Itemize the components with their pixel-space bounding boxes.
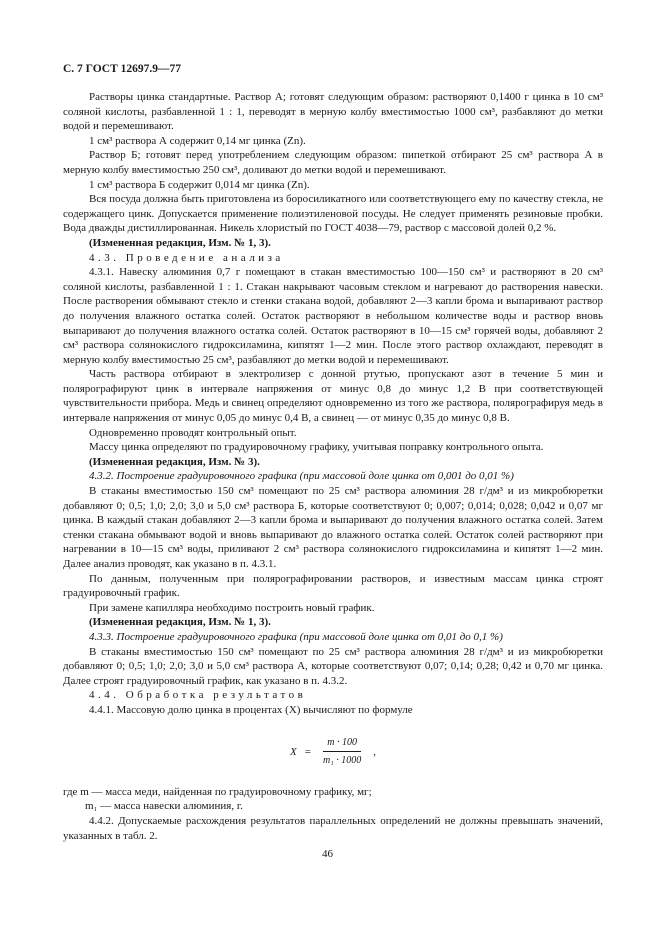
paragraph-solution-b: Раствор Б; готовят перед употреблением следующим образом: пипеткой отбирают 25 см³ раствора А в мерную колбу вместимостью 250 см³, доливают до метки водой и перемешивают. [63, 149, 603, 176]
formula-numerator: m · 100 [323, 736, 361, 753]
revision-note: (Измененная редакция, Изм. № 3). [89, 455, 260, 468]
heading-4-3-3: 4.3.3. Построение градуировочного графика (при массовой доле цинка от 0,01 до 0,1 %) [89, 630, 503, 643]
revision-note: (Измененная редакция, Изм. № 1, 3). [89, 616, 271, 629]
section-heading-results: 4.4. Обработка результатов [89, 689, 307, 702]
formula-lhs: X [290, 745, 297, 758]
paragraph-solution-b-content: 1 см³ раствора Б содержит 0,014 мг цинка (Zn). [89, 178, 310, 191]
paragraph-control-test: Одновременно проводят контрольный опыт. [89, 426, 297, 439]
paragraph-calibration-1: В стаканы вместимостью 150 см³ помещают по 25 см³ раствора алюминия 28 г/дм³ и из микробюретки добавляют 0; 0,5; 1,0; 2,0; 3,0 и 5,0 см³ раствора Б, которые соответствуют 0; 0,007; 0,014; 0,028; 0,042 и 0,07 мг цинка. В каждый стакан добавляют 2—3 капли брома и выпаривают до получения влажного остатка солей. Затем стенки стакана обмывают водой и вновь выпаривают до влажного остатка солей. Остаток солей растворяют при нагревании в 10—15 см³ воды, приливают 2 см³ раствора солянокислого гидроксиламина и кипятят 1—2 мин. Далее анализ проводят, как указано в п. 4.3.1. [63, 485, 603, 570]
formula-fraction [319, 736, 365, 769]
paragraph-4-4-2: 4.4.2. Допускаемые расхождения результатов параллельных определений не должны превышать значений, указанных в табл. 2. [63, 814, 603, 842]
formula-zinc-fraction [63, 736, 603, 769]
paragraph-polarography: Часть раствора отбирают в электролизер с донной ртутью, пропускают азот в течение 5 мин и полярографируют цинк в интервале напряжения от минус 0,8 до минус 1,2 В при соответствующей чувствительности прибора. Медь и свинец определяют одновременно из того же раствора, полярографируя медь в интервале напряжения от минус 0,05 до минус 0,4 В, а свинец — от минус 0,35 до минус 0,8 В. [63, 368, 603, 425]
section-heading-analysis: 4.3. Проведение анализа [89, 251, 284, 264]
paragraph-calibration-graph: По данным, полученным при полярографировании растворов, и известным массам цинка строят градуировочный график. [63, 572, 603, 600]
formula-denominator: m₁ · 1000 [323, 755, 362, 767]
paragraph-4-3-1: 4.3.1. Навеску алюминия 0,7 г помещают в стакан вместимостью 100—150 см³ и растворяют в 20 см³ соляной кислоты, разбавленной 1 : 1. Стакан накрывают часовым стеклом и нагревают до растворения навески. После растворения обмывают стекло и стенки стакана водой, добавляют 2—3 капли брома и выпаривают раствор до получения влажного остатка солей. Остаток растворяют в небольшом количестве воды и раствор вновь выпаривают до получения влажного остатка солей. Остаток растворяют в 10—15 см³ горячей воды, добавляют 2 см³ раствора солянокислого гидроксиламина, кипятят 1—2 мин. После этого раствор охлаждают, переводят в мерную колбу вместимостью 25 см³, разбавляют до метки водой и перемешивают. [63, 266, 603, 366]
paragraph-glassware: Вся посуда должна быть приготовлена из боросиликатного или соответствующего ему по качеству стекла, не содержащего цинк. Допускается применение полиэтиленовой посуды. Не следует применять резиновые пробки. Вода дважды дистиллированная. Никель хлористый по ГОСТ 4038—79, раствор с массовой долей 0,2 %. [63, 193, 603, 235]
document-body [63, 90, 603, 843]
paragraph-4-4-1: 4.4.1. Массовую долю цинка в процентах (X) вычисляют по формуле [89, 703, 413, 716]
formula-equals: = [304, 745, 311, 758]
paragraph-zinc-mass: Массу цинка определяют по градуировочному графику, учитывая поправку контрольного опыта. [89, 441, 544, 454]
definition-m: где m — масса меди, найденная по градуировочному графику, мг; [63, 785, 372, 798]
formula-tail: , [373, 745, 376, 758]
paragraph-calibration-2: В стаканы вместимостью 150 см³ помещают по 25 см³ раствора алюминия 28 г/дм³ и из микробюретки добавляют 0; 0,5; 1,0; 2,0; 3,0 и 5,0 см³ раствора А, которые соответствуют 0,07; 0,14; 0,28; 0,42 и 0,70 мг цинка. Далее строят градуировочный график, как указано в п. 4.3.2. [63, 645, 603, 687]
page-header: С. 7 ГОСТ 12697.9—77 [63, 63, 182, 75]
page-number: 46 [322, 848, 333, 860]
paragraph-solution-a-content: 1 см³ раствора А содержит 0,14 мг цинка (Zn). [89, 134, 306, 147]
definition-m1: m₁ — масса навески алюминия, г. [85, 800, 243, 813]
paragraph-standard-solutions: Растворы цинка стандартные. Раствор А; готовят следующим образом: растворяют 0,1400 г цинка в 10 см³ соляной кислоты, разбавленной 1 : 1, переводят в мерную колбу вместимостью 1000 см³, разбавляют до метки водой и перемешивают. [63, 91, 603, 133]
revision-note: (Измененная редакция, Изм. № 1, 3). [89, 236, 271, 249]
heading-4-3-2: 4.3.2. Построение градуировочного графика (при массовой доле цинка от 0,001 до 0,01 %) [89, 470, 514, 483]
paragraph-capillary: При замене капилляра необходимо построить новый график. [89, 601, 375, 614]
